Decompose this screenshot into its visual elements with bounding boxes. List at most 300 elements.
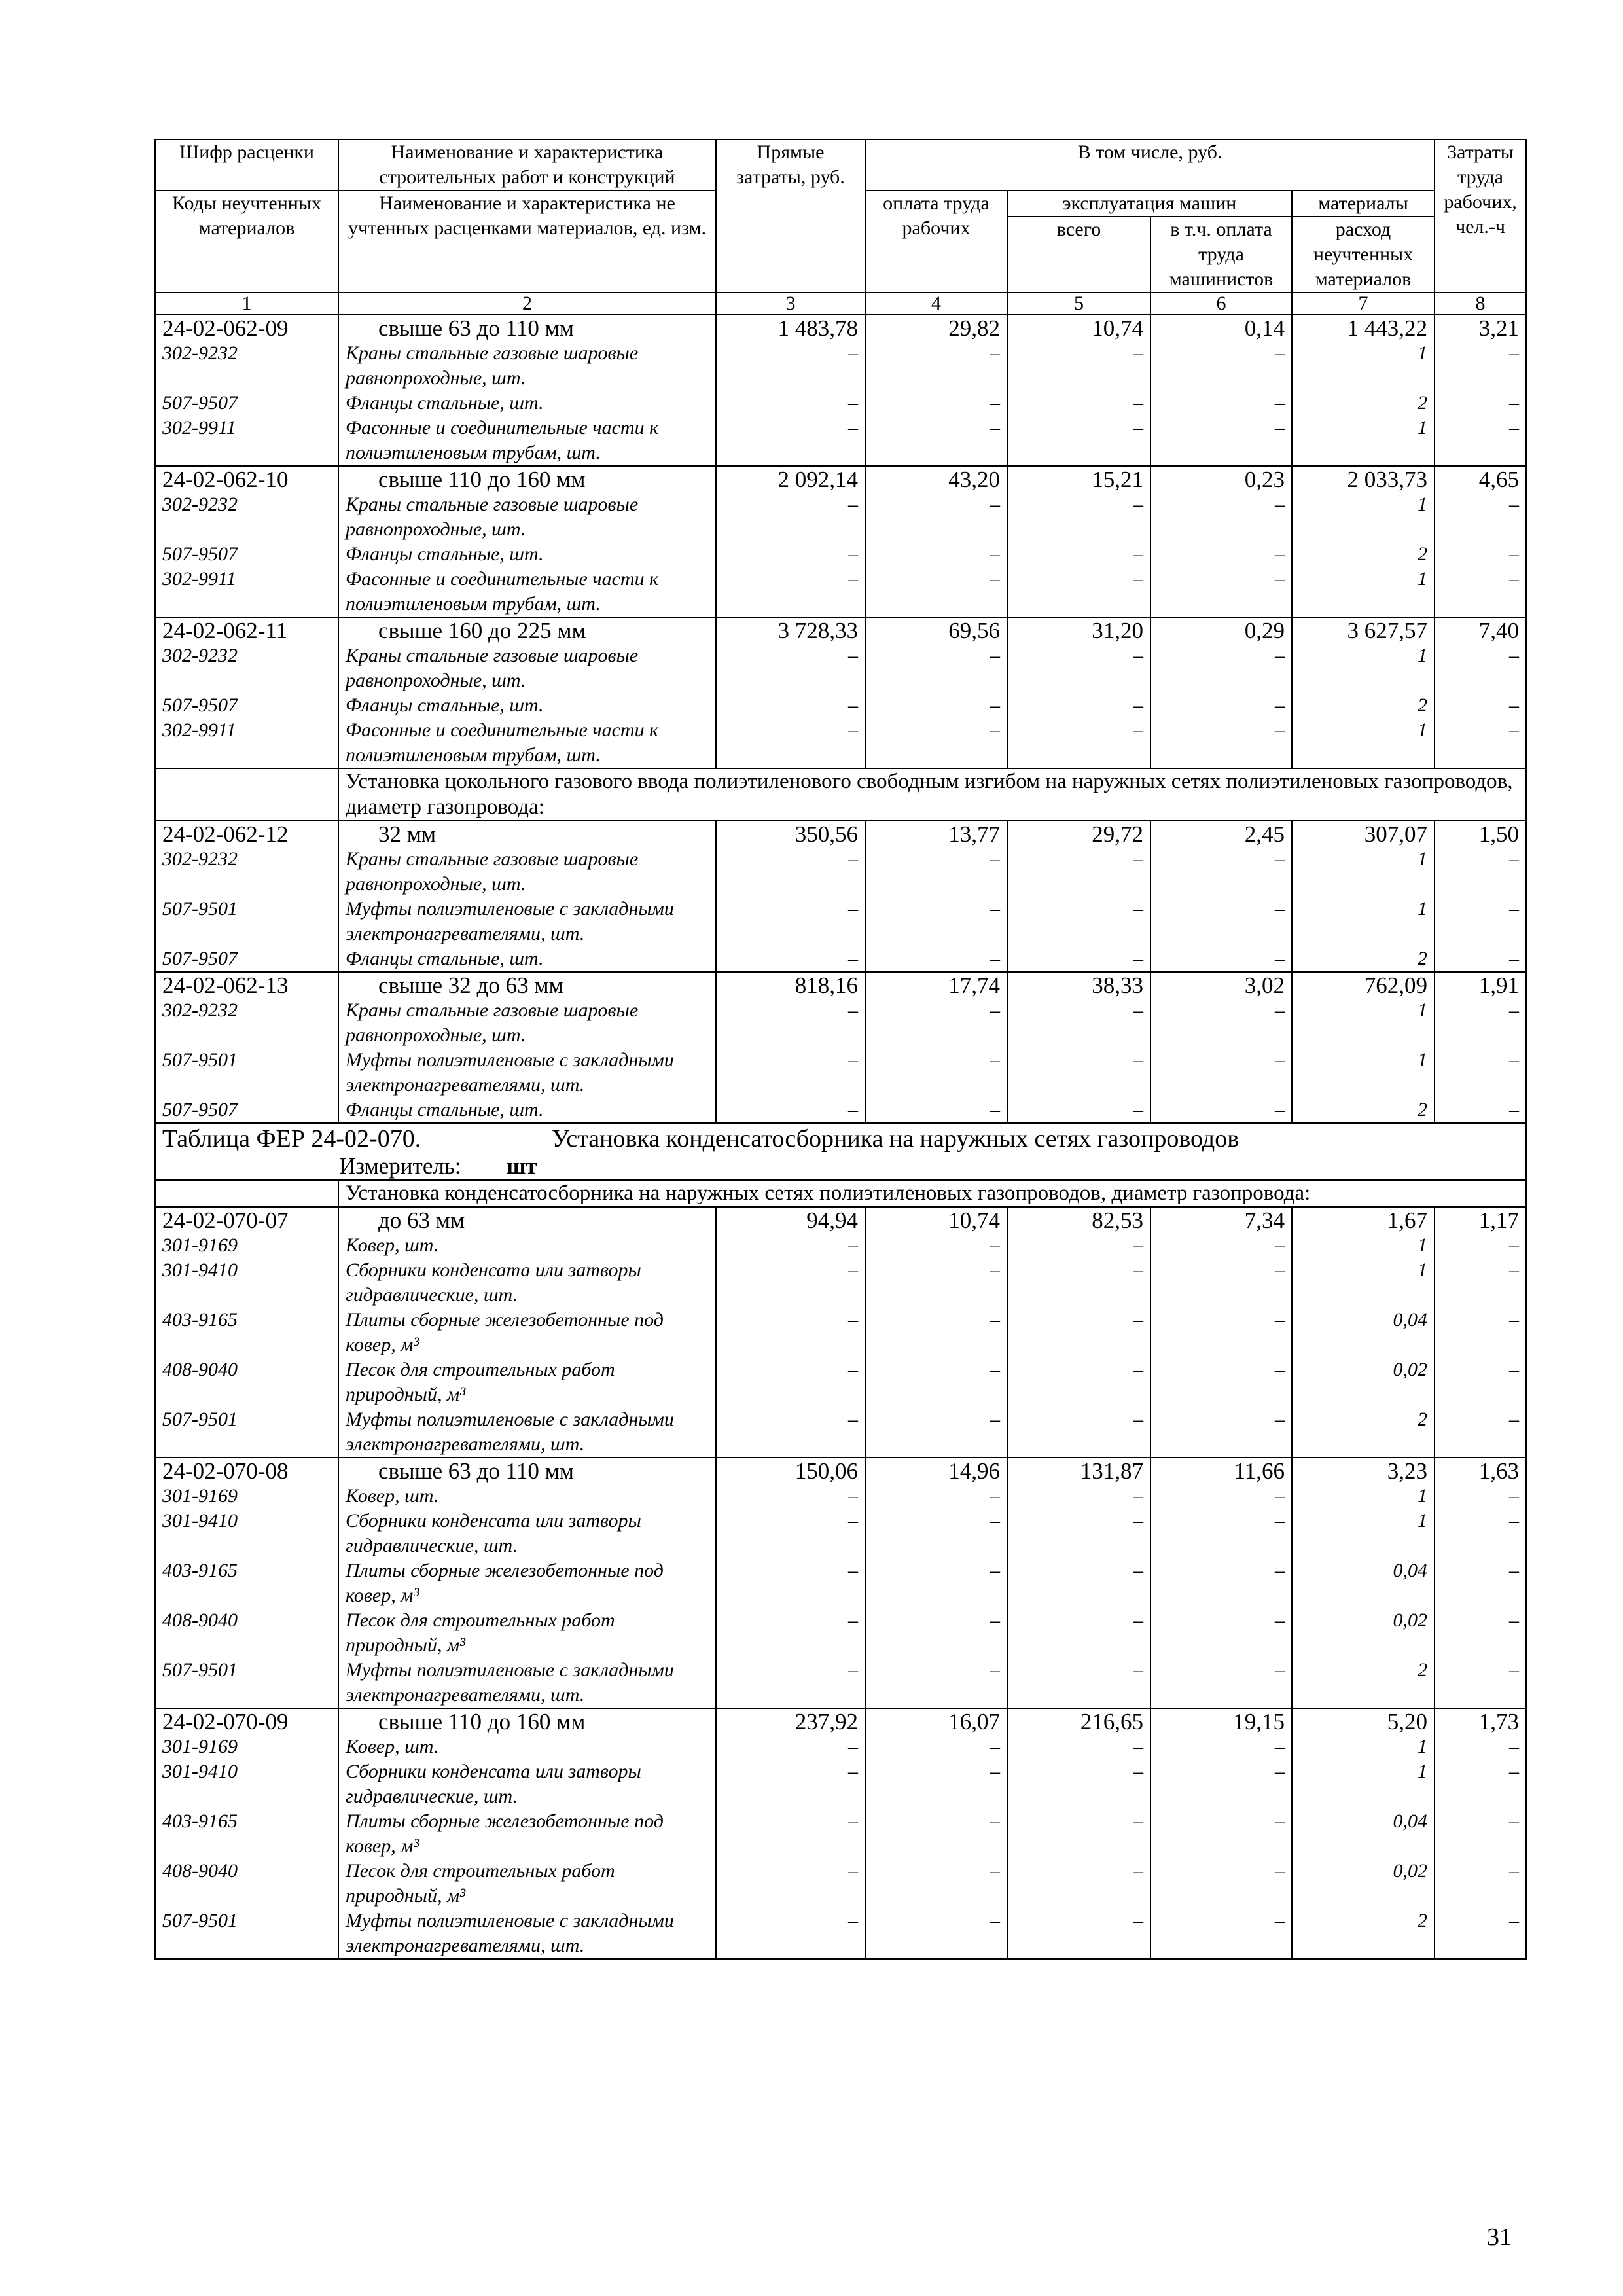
- rate-value: 150,06: [716, 1458, 865, 1484]
- material-row: [155, 1809, 1526, 1859]
- material-row: [155, 1048, 1526, 1098]
- material-name: Песок для строительных работ природный, м³: [338, 1357, 716, 1407]
- material-qty: 2: [1292, 391, 1435, 416]
- dash-cell: –: [1150, 1509, 1292, 1558]
- header-mat-names: Наименование и характеристика не учтенных расценками материалов, ед. изм.: [338, 190, 716, 293]
- material-qty: 2: [1292, 693, 1435, 718]
- dash-cell: –: [865, 1509, 1007, 1558]
- material-qty: 1: [1292, 1484, 1435, 1509]
- material-qty: 1: [1292, 416, 1435, 466]
- rate-value: 82,53: [1007, 1207, 1150, 1233]
- material-row: [155, 1407, 1526, 1458]
- material-code: 302-9232: [155, 341, 338, 391]
- material-qty: 1: [1292, 1258, 1435, 1308]
- rate-value: 10,74: [1007, 315, 1150, 341]
- rate-row: [155, 1708, 1526, 1734]
- material-row: [155, 897, 1526, 946]
- rate-code: 24-02-062-09: [155, 315, 338, 341]
- dash-cell: –: [865, 1734, 1007, 1759]
- dash-cell: –: [1150, 718, 1292, 768]
- material-row: [155, 492, 1526, 542]
- column-numbers-row: [155, 293, 1526, 315]
- material-code: 408-9040: [155, 1608, 338, 1658]
- dash-cell: –: [1150, 1308, 1292, 1357]
- dash-cell: –: [716, 643, 865, 693]
- dash-cell: –: [716, 1308, 865, 1357]
- dash-cell: –: [865, 718, 1007, 768]
- dash-cell: –: [865, 1484, 1007, 1509]
- material-row: [155, 341, 1526, 391]
- material-name: Фланцы стальные, шт.: [338, 542, 716, 567]
- rate-value: 7,40: [1435, 617, 1526, 643]
- dash-cell: –: [716, 1558, 865, 1608]
- dash-cell: –: [1007, 391, 1150, 416]
- section-spacer: [155, 1180, 338, 1207]
- material-name: Краны стальные газовые шаровые равнопроходные, шт.: [338, 643, 716, 693]
- material-name: Фасонные и соединительные части к полиэтиленовым трубам, шт.: [338, 567, 716, 617]
- material-qty: 1: [1292, 1759, 1435, 1809]
- rate-name: свыше 110 до 160 мм: [338, 1708, 716, 1734]
- rate-value: 1,73: [1435, 1708, 1526, 1734]
- dash-cell: –: [1007, 1308, 1150, 1357]
- header-machine-ops: эксплуатация машин: [1007, 190, 1292, 217]
- rate-value: 131,87: [1007, 1458, 1150, 1484]
- rate-value: 3,02: [1150, 972, 1292, 998]
- dash-cell: –: [1150, 847, 1292, 897]
- dash-cell: –: [865, 542, 1007, 567]
- table-title: [155, 1124, 1526, 1154]
- rate-value: 2 033,73: [1292, 466, 1435, 492]
- rate-value: 216,65: [1007, 1708, 1150, 1734]
- rate-name: свыше 110 до 160 мм: [338, 466, 716, 492]
- material-code: 507-9507: [155, 542, 338, 567]
- material-row: [155, 1509, 1526, 1558]
- rate-value: 0,14: [1150, 315, 1292, 341]
- column-number: 1: [155, 293, 338, 315]
- dash-cell: –: [865, 1658, 1007, 1708]
- dash-cell: –: [716, 567, 865, 617]
- material-qty: 0,02: [1292, 1357, 1435, 1407]
- material-qty: 0,02: [1292, 1859, 1435, 1909]
- dash-cell: –: [1435, 1809, 1526, 1859]
- measure-row: [155, 1153, 1526, 1180]
- material-code: 302-9232: [155, 492, 338, 542]
- material-name: Сборники конденсата или затворы гидравлические, шт.: [338, 1509, 716, 1558]
- rate-code: 24-02-062-11: [155, 617, 338, 643]
- material-code: 507-9501: [155, 1048, 338, 1098]
- rate-value: 69,56: [865, 617, 1007, 643]
- dash-cell: –: [1435, 643, 1526, 693]
- dash-cell: –: [865, 897, 1007, 946]
- dash-cell: –: [865, 391, 1007, 416]
- material-name: Ковер, шт.: [338, 1734, 716, 1759]
- dash-cell: –: [865, 1608, 1007, 1658]
- dash-cell: –: [1150, 341, 1292, 391]
- column-number: 3: [716, 293, 865, 315]
- material-qty: 1: [1292, 492, 1435, 542]
- material-row: [155, 643, 1526, 693]
- dash-cell: –: [716, 897, 865, 946]
- dash-cell: –: [716, 341, 865, 391]
- dash-cell: –: [1150, 1258, 1292, 1308]
- material-name: Краны стальные газовые шаровые равнопроходные, шт.: [338, 341, 716, 391]
- material-row: [155, 1859, 1526, 1909]
- material-qty: 1: [1292, 567, 1435, 617]
- section-heading: Установка конденсатосборника на наружных сетях полиэтиленовых газопроводов, диаметр газопровода:: [338, 1180, 1526, 1207]
- dash-cell: –: [865, 1048, 1007, 1098]
- material-name: Муфты полиэтиленовые с закладными электронагревателями, шт.: [338, 1658, 716, 1708]
- dash-cell: –: [1007, 492, 1150, 542]
- header-mat-usage: расход неучтенных материалов: [1292, 217, 1435, 293]
- material-code: 403-9165: [155, 1558, 338, 1608]
- rate-value: 1,67: [1292, 1207, 1435, 1233]
- material-code: 302-9911: [155, 567, 338, 617]
- dash-cell: –: [1150, 643, 1292, 693]
- dash-cell: –: [1150, 1233, 1292, 1258]
- material-qty: 0,04: [1292, 1558, 1435, 1608]
- dash-cell: –: [1435, 1484, 1526, 1509]
- rate-value: 1,91: [1435, 972, 1526, 998]
- material-qty: 1: [1292, 1048, 1435, 1098]
- material-qty: 0,02: [1292, 1608, 1435, 1658]
- page-number: 31: [1487, 2223, 1512, 2251]
- dash-cell: –: [716, 1909, 865, 1959]
- material-qty: 1: [1292, 1734, 1435, 1759]
- rate-value: 10,74: [865, 1207, 1007, 1233]
- rate-value: 2 092,14: [716, 466, 865, 492]
- material-row: [155, 1658, 1526, 1708]
- dash-cell: –: [1150, 1357, 1292, 1407]
- dash-cell: –: [1150, 998, 1292, 1048]
- material-code: 408-9040: [155, 1859, 338, 1909]
- dash-cell: –: [1150, 1098, 1292, 1124]
- rate-code: 24-02-062-12: [155, 821, 338, 847]
- material-row: [155, 1909, 1526, 1959]
- material-qty: 1: [1292, 897, 1435, 946]
- dash-cell: –: [1007, 1407, 1150, 1458]
- dash-cell: –: [716, 1759, 865, 1809]
- rate-code: 24-02-070-09: [155, 1708, 338, 1734]
- dash-cell: –: [1150, 492, 1292, 542]
- dash-cell: –: [1435, 998, 1526, 1048]
- dash-cell: –: [716, 1658, 865, 1708]
- material-name: Фланцы стальные, шт.: [338, 946, 716, 972]
- material-code: 301-9169: [155, 1484, 338, 1509]
- header-machinist-wages: в т.ч. оплата труда машинистов: [1150, 217, 1292, 293]
- dash-cell: –: [1435, 1658, 1526, 1708]
- material-row: [155, 718, 1526, 768]
- rate-value: 16,07: [865, 1708, 1007, 1734]
- material-code: 403-9165: [155, 1809, 338, 1859]
- dash-cell: –: [1150, 693, 1292, 718]
- dash-cell: –: [1007, 847, 1150, 897]
- rate-code: 24-02-070-08: [155, 1458, 338, 1484]
- material-row: [155, 946, 1526, 972]
- dash-cell: –: [865, 643, 1007, 693]
- rate-row: [155, 821, 1526, 847]
- material-name: Муфты полиэтиленовые с закладными электронагревателями, шт.: [338, 897, 716, 946]
- dash-cell: –: [716, 1098, 865, 1124]
- column-number: 8: [1435, 293, 1526, 315]
- dash-cell: –: [1150, 1809, 1292, 1859]
- material-qty: 1: [1292, 1509, 1435, 1558]
- material-code: 302-9911: [155, 416, 338, 466]
- dash-cell: –: [865, 1407, 1007, 1458]
- dash-cell: –: [1007, 1734, 1150, 1759]
- dash-cell: –: [1150, 1658, 1292, 1708]
- rate-code: 24-02-062-13: [155, 972, 338, 998]
- rate-value: 14,96: [865, 1458, 1007, 1484]
- dash-cell: –: [716, 946, 865, 972]
- dash-cell: –: [1007, 542, 1150, 567]
- dash-cell: –: [1007, 1658, 1150, 1708]
- dash-cell: –: [865, 1859, 1007, 1909]
- material-qty: 2: [1292, 1909, 1435, 1959]
- dash-cell: –: [1007, 1759, 1150, 1809]
- material-name: Плиты сборные железобетонные под ковер, м³: [338, 1308, 716, 1357]
- rate-value: 13,77: [865, 821, 1007, 847]
- dash-cell: –: [716, 1233, 865, 1258]
- dash-cell: –: [1150, 1608, 1292, 1658]
- dash-cell: –: [716, 1809, 865, 1859]
- dash-cell: –: [865, 1909, 1007, 1959]
- dash-cell: –: [1150, 946, 1292, 972]
- dash-cell: –: [1435, 1098, 1526, 1124]
- rate-name: свыше 160 до 225 мм: [338, 617, 716, 643]
- material-row: [155, 416, 1526, 466]
- dash-cell: –: [1150, 1558, 1292, 1608]
- dash-cell: –: [1435, 567, 1526, 617]
- rate-value: 94,94: [716, 1207, 865, 1233]
- material-qty: 2: [1292, 1658, 1435, 1708]
- dash-cell: –: [1007, 1258, 1150, 1308]
- dash-cell: –: [716, 1484, 865, 1509]
- dash-cell: –: [1007, 1484, 1150, 1509]
- dash-cell: –: [1007, 1509, 1150, 1558]
- dash-cell: –: [1435, 492, 1526, 542]
- dash-cell: –: [1435, 1509, 1526, 1558]
- material-name: Ковер, шт.: [338, 1484, 716, 1509]
- material-name: Ковер, шт.: [338, 1233, 716, 1258]
- dash-cell: –: [1435, 1909, 1526, 1959]
- rate-value: 237,92: [716, 1708, 865, 1734]
- material-qty: 2: [1292, 1407, 1435, 1458]
- material-row: [155, 1308, 1526, 1357]
- column-number: 4: [865, 293, 1007, 315]
- dash-cell: –: [1435, 897, 1526, 946]
- rates-table: [154, 139, 1527, 1960]
- rate-value: 29,72: [1007, 821, 1150, 847]
- dash-cell: –: [1435, 946, 1526, 972]
- dash-cell: –: [716, 718, 865, 768]
- material-row: [155, 693, 1526, 718]
- dash-cell: –: [1007, 1909, 1150, 1959]
- rate-value: 3 728,33: [716, 617, 865, 643]
- dash-cell: –: [1007, 1048, 1150, 1098]
- rate-value: 0,29: [1150, 617, 1292, 643]
- rate-value: 350,56: [716, 821, 865, 847]
- dash-cell: –: [865, 416, 1007, 466]
- material-row: [155, 1484, 1526, 1509]
- rate-value: 818,16: [716, 972, 865, 998]
- material-name: Песок для строительных работ природный, м³: [338, 1608, 716, 1658]
- rate-row: [155, 466, 1526, 492]
- dash-cell: –: [1150, 1909, 1292, 1959]
- rate-value: 0,23: [1150, 466, 1292, 492]
- dash-cell: –: [865, 946, 1007, 972]
- dash-cell: –: [1435, 693, 1526, 718]
- dash-cell: –: [716, 1258, 865, 1308]
- material-code: 507-9507: [155, 1098, 338, 1124]
- table-title-name: Установка конденсатосборника на наружных сетях газопроводов: [552, 1125, 1240, 1153]
- material-code: 302-9232: [155, 643, 338, 693]
- dash-cell: –: [1435, 416, 1526, 466]
- material-row: [155, 567, 1526, 617]
- material-code: 403-9165: [155, 1308, 338, 1357]
- material-code: 302-9911: [155, 718, 338, 768]
- material-code: 408-9040: [155, 1357, 338, 1407]
- header-materials: материалы: [1292, 190, 1435, 217]
- dash-cell: –: [865, 1357, 1007, 1407]
- dash-cell: –: [716, 1048, 865, 1098]
- material-name: Муфты полиэтиленовые с закладными электронагревателями, шт.: [338, 1407, 716, 1458]
- material-code: 507-9501: [155, 1909, 338, 1959]
- rate-value: 5,20: [1292, 1708, 1435, 1734]
- material-name: Краны стальные газовые шаровые равнопроходные, шт.: [338, 492, 716, 542]
- rate-value: 762,09: [1292, 972, 1435, 998]
- dash-cell: –: [1007, 1558, 1150, 1608]
- material-qty: 1: [1292, 1233, 1435, 1258]
- material-code: 302-9232: [155, 998, 338, 1048]
- material-qty: 2: [1292, 946, 1435, 972]
- header-total: всего: [1007, 217, 1150, 293]
- dash-cell: –: [1007, 643, 1150, 693]
- dash-cell: –: [1435, 718, 1526, 768]
- measure-label: Измеритель:: [339, 1153, 461, 1179]
- dash-cell: –: [1007, 416, 1150, 466]
- rate-row: [155, 315, 1526, 341]
- dash-cell: –: [1150, 391, 1292, 416]
- rate-value: 15,21: [1007, 466, 1150, 492]
- rate-value: 2,45: [1150, 821, 1292, 847]
- rate-value: 19,15: [1150, 1708, 1292, 1734]
- material-qty: 1: [1292, 998, 1435, 1048]
- dash-cell: –: [1007, 1098, 1150, 1124]
- dash-cell: –: [1435, 847, 1526, 897]
- dash-cell: –: [1150, 416, 1292, 466]
- rate-value: 29,82: [865, 315, 1007, 341]
- section-heading-row: [155, 1180, 1526, 1207]
- column-number: 6: [1150, 293, 1292, 315]
- dash-cell: –: [865, 1098, 1007, 1124]
- dash-cell: –: [1150, 567, 1292, 617]
- dash-cell: –: [865, 1809, 1007, 1859]
- rate-row: [155, 1207, 1526, 1233]
- material-code: 302-9232: [155, 847, 338, 897]
- dash-cell: –: [1007, 998, 1150, 1048]
- material-code: 507-9501: [155, 897, 338, 946]
- rate-row: [155, 1458, 1526, 1484]
- dash-cell: –: [1150, 1859, 1292, 1909]
- material-code: 301-9410: [155, 1258, 338, 1308]
- material-code: 507-9507: [155, 946, 338, 972]
- material-row: [155, 1098, 1526, 1124]
- material-name: Муфты полиэтиленовые с закладными электронагревателями, шт.: [338, 1048, 716, 1098]
- material-qty: 1: [1292, 643, 1435, 693]
- table-title-row: [155, 1124, 1526, 1154]
- column-number: 2: [338, 293, 716, 315]
- dash-cell: –: [1007, 1233, 1150, 1258]
- rate-value: 31,20: [1007, 617, 1150, 643]
- dash-cell: –: [865, 1233, 1007, 1258]
- dash-cell: –: [1007, 1608, 1150, 1658]
- rate-name: свыше 63 до 110 мм: [338, 315, 716, 341]
- material-code: 507-9507: [155, 391, 338, 416]
- material-row: [155, 1233, 1526, 1258]
- material-row: [155, 1608, 1526, 1658]
- material-code: 301-9169: [155, 1734, 338, 1759]
- material-qty: 0,04: [1292, 1809, 1435, 1859]
- rate-value: 1,17: [1435, 1207, 1526, 1233]
- rate-value: 3,21: [1435, 315, 1526, 341]
- rate-value: 38,33: [1007, 972, 1150, 998]
- dash-cell: –: [1007, 1859, 1150, 1909]
- dash-cell: –: [865, 847, 1007, 897]
- material-code: 507-9501: [155, 1407, 338, 1458]
- material-row: [155, 1357, 1526, 1407]
- material-name: Сборники конденсата или затворы гидравлические, шт.: [338, 1258, 716, 1308]
- dash-cell: –: [716, 492, 865, 542]
- dash-cell: –: [1150, 542, 1292, 567]
- rate-value: 1 443,22: [1292, 315, 1435, 341]
- rate-value: 7,34: [1150, 1207, 1292, 1233]
- section-heading: Установка цокольного газового ввода полиэтиленового свободным изгибом на наружных сетях полиэтиленовых газопроводов, диаметр газопровода:: [338, 768, 1526, 821]
- measure-unit: шт: [507, 1153, 537, 1179]
- material-code: 301-9410: [155, 1509, 338, 1558]
- material-qty: 1: [1292, 847, 1435, 897]
- material-qty: 2: [1292, 1098, 1435, 1124]
- rate-code: 24-02-070-07: [155, 1207, 338, 1233]
- dash-cell: –: [1007, 718, 1150, 768]
- rate-value: 3 627,57: [1292, 617, 1435, 643]
- dash-cell: –: [1150, 1048, 1292, 1098]
- dash-cell: –: [1007, 693, 1150, 718]
- dash-cell: –: [865, 341, 1007, 391]
- dash-cell: –: [1435, 542, 1526, 567]
- material-code: 301-9410: [155, 1759, 338, 1809]
- table-body: [155, 315, 1526, 1959]
- dash-cell: –: [865, 693, 1007, 718]
- dash-cell: –: [716, 1734, 865, 1759]
- dash-cell: –: [1435, 1407, 1526, 1458]
- dash-cell: –: [1435, 1759, 1526, 1809]
- material-row: [155, 998, 1526, 1048]
- dash-cell: –: [1435, 1258, 1526, 1308]
- dash-cell: –: [1007, 897, 1150, 946]
- header-including: В том числе, руб.: [865, 139, 1435, 190]
- material-name: Фасонные и соединительные части к полиэтиленовым трубам, шт.: [338, 416, 716, 466]
- rate-value: 3,23: [1292, 1458, 1435, 1484]
- material-code: 507-9501: [155, 1658, 338, 1708]
- rate-value: 1,50: [1435, 821, 1526, 847]
- material-row: [155, 1759, 1526, 1809]
- dash-cell: –: [865, 567, 1007, 617]
- dash-cell: –: [1435, 391, 1526, 416]
- header-name: Наименование и характеристика строительных работ и конструкций: [338, 139, 716, 190]
- rate-name: до 63 мм: [338, 1207, 716, 1233]
- rate-value: 307,07: [1292, 821, 1435, 847]
- rate-value: 1,63: [1435, 1458, 1526, 1484]
